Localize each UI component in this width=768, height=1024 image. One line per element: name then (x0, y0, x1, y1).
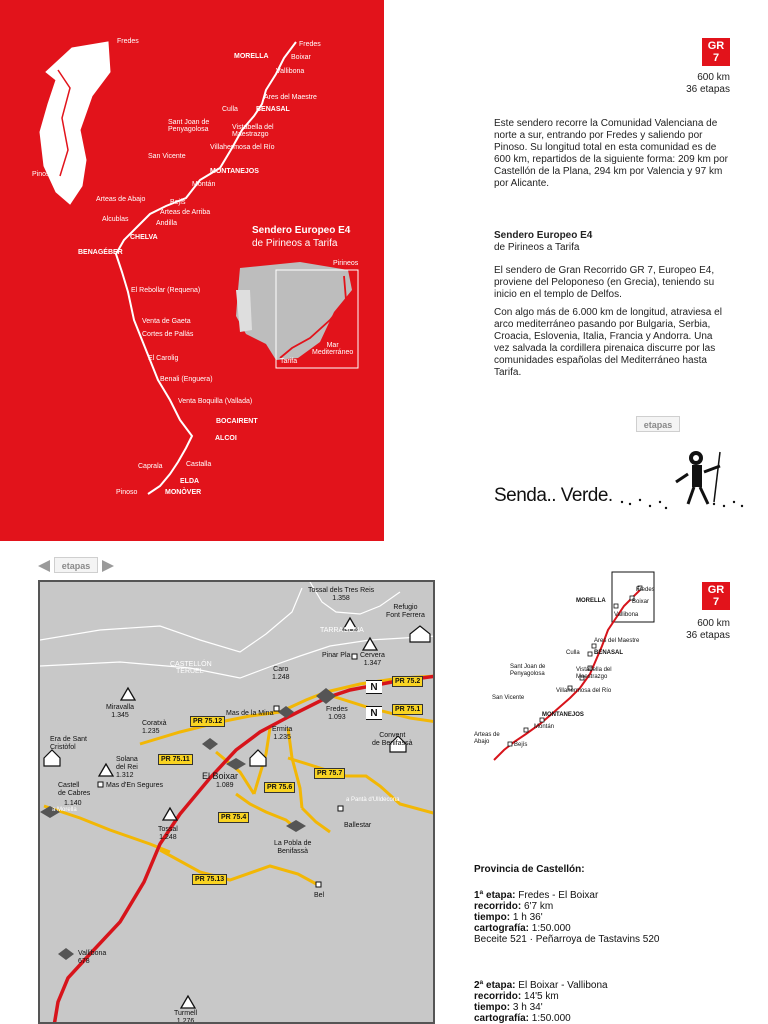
region-tarragona: TARRAGONA (320, 627, 364, 634)
gr-meta-bottom (650, 618, 730, 642)
stop-villahermosa: Villahermosa del Río (210, 144, 275, 151)
inset-pirineos: Pirineos (333, 260, 359, 267)
mini-arteas-abajo: Arteas de Abajo (474, 732, 500, 745)
intro-paragraph: Este sendero recorre la Comunidad Valenciana de norte a sur, entrando por Fredes y saliendo por Pinoso. Su longitud total en esta comunidad es de 600 km, repartidos de la siguiente forma: 209 km por Castellón de la Plana, 294 km por Valencia y 97 km por Alicante. (494, 118, 729, 189)
mini-ares: Ares del Maestre (594, 638, 640, 644)
town-fredes: Fredes 1.093 (326, 706, 348, 721)
place-mas-de-la-mina: Mas de la Mina (226, 710, 274, 717)
stop-pinoso: Pinoso (116, 489, 138, 496)
region-teruel: TERUEL (176, 668, 204, 675)
detail-map (38, 580, 435, 1024)
e4-paragraph-2: Con algo más de 6.000 km de longitud, atraviesa el arco mediterráneo pasando por Bulgaria, Serbia, Croacia, Eslovenia, Italia, Francia y Andorra. Una vez salvada la cordillera pirenaica discurre por las comunidades españolas del Mediterráneo hasta Tarifa. (494, 307, 722, 378)
stop-alcoi: ALCOI (215, 435, 237, 442)
region-fredes-label: Fredes (117, 38, 139, 45)
mini-culla: Culla (566, 650, 580, 656)
stop-caprala: Caprala (138, 463, 163, 470)
e4-map-subtitle: de Pirineos a Tarifa (252, 238, 338, 249)
province-title: Provincia de Castellón: (474, 864, 585, 875)
route-pr-75-2: PR 75.2 (392, 676, 423, 687)
peak-solana-rei: Solana del Rei (116, 756, 138, 771)
stage-1-block (474, 890, 660, 945)
stage-1-cartografia: cartografía: 1:50.000 (474, 923, 571, 934)
inset-tarifa: Tarifa (280, 358, 298, 365)
peak-tres-reis: Tossal dels Tres Reis 1.358 (308, 587, 375, 602)
stop-culla: Culla (222, 106, 238, 113)
overview-map-graphic (0, 0, 384, 541)
peak-solana-rei-alt: 1.312 (116, 772, 134, 779)
mini-sant-joan: Sant Joan de Penyagolosa (510, 664, 546, 677)
e4-paragraph-1: El sendero de Gran Recorrido GR 7, Europeo E4, proviene del Peloponeso (en Grecia), teniendo su inicio en el templo de Delfos. (494, 265, 715, 300)
gr-meta-top (650, 72, 730, 96)
stage-1-sheets: Beceite 521 · Peñarroya de Tastavins 520 (474, 934, 660, 945)
compass-n-2: N (366, 706, 382, 720)
peak-coratxa: Coratxà 1.235 (142, 720, 167, 735)
place-la-pobla: La Pobla de Benifassà (274, 840, 312, 855)
direction-morella: a Morella (52, 807, 77, 813)
next-arrow-icon[interactable] (102, 560, 114, 572)
stop-cortes-pallas: Cortes de Pallás (142, 331, 194, 338)
stop-fredes: Fredes (299, 41, 321, 48)
stage-2-title-row: 2ª etapa: El Boixar - Vallibona (474, 980, 608, 991)
peak-miravalla: Miravalla 1.345 (106, 704, 135, 719)
stage-2-tiempo: tiempo: 3 h 34' (474, 1002, 543, 1013)
route-pr-75-6: PR 75.6 (264, 782, 295, 793)
stage-1-title-row: 1ª etapa: Fredes - El Boixar (474, 890, 599, 901)
stop-morella: MORELLA (234, 53, 269, 60)
stop-venta-boquilla: Venta Boquilla (Vallada) (178, 398, 253, 405)
stage-1-tiempo: tiempo: 1 h 36' (474, 912, 543, 923)
stop-san-vicente: San Vicente (148, 153, 186, 160)
mini-boixar: Boixar (632, 599, 650, 605)
town-el-boixar: El Boixar (202, 771, 239, 781)
stage-2-cartografia: cartografía: 1:50.000 (474, 1013, 571, 1024)
stages-bottom: 36 etapas (686, 630, 730, 641)
e4-text (494, 265, 730, 385)
stop-montanejos: MONTANEJOS (210, 168, 259, 175)
town-el-boixar-alt: 1.089 (216, 782, 234, 789)
town-castell-cabres: Castell de Cabres (58, 782, 91, 797)
compass-n-1: N (366, 680, 382, 694)
stages-top: 36 etapas (686, 84, 730, 95)
town-vallibona: Vallibona 678 (78, 950, 107, 965)
stop-andilla: Andilla (156, 220, 178, 227)
stop-elda: ELDA (180, 478, 200, 485)
peak-cervera: Cervera 1.347 (360, 652, 385, 667)
mini-montan: Montán (534, 724, 555, 730)
e4-map-title: Sendero Europeo E4 (252, 225, 351, 236)
place-mas-en-segures: Mas d'En Segures (106, 782, 163, 789)
region-castellon: CASTELLÓN (170, 661, 212, 668)
mini-vallibona: Vallibona (614, 612, 639, 618)
stop-chelva: CHELVA (130, 234, 158, 241)
route-pr-75-4: PR 75.4 (218, 812, 249, 823)
peak-ermita: Ermita 1.235 (272, 726, 293, 741)
stop-benageber: BENAGÉBER (78, 249, 123, 256)
stop-bejis: Bejís (170, 199, 186, 206)
mini-montanejos: MONTANEJOS (542, 712, 584, 718)
stop-castalla: Castalla (186, 461, 212, 468)
stage-1-recorrido: recorrido: 6'7 km (474, 901, 554, 912)
mini-bejis: Bejís (514, 742, 528, 748)
distance-top: 600 km (697, 72, 730, 83)
gr-badge-top: GR 7 (702, 38, 730, 66)
e4-section-subtitle: de Pirineos a Tarifa (494, 242, 580, 253)
stop-sant-joan: Sant Joan de Penyagolosa (168, 119, 210, 133)
stop-boixar: Boixar (291, 54, 311, 61)
prev-arrow-icon[interactable] (38, 560, 50, 572)
etapas-button-top[interactable]: etapas (636, 416, 680, 432)
etapas-nav (38, 557, 114, 575)
stop-ares: Ares del Maestre (264, 94, 317, 101)
intro-text (494, 118, 730, 196)
stage-2-block (474, 980, 608, 1024)
place-convent-benifassa: Convent de Benifassà (372, 732, 413, 747)
stop-venta-gaeta: Venta de Gaeta (142, 318, 191, 325)
direction-panta-ulldecona: a Pantà d'Ulldecona (346, 797, 400, 803)
stop-benali: Benali (Enguera) (160, 376, 213, 383)
mini-vistabella: Vistabella del Maestrazgo (576, 667, 612, 680)
refugio-font-ferrera: Refugio Font Ferrera (386, 604, 425, 619)
route-pr-75-11: PR 75.11 (158, 754, 193, 765)
route-pr-75-7: PR 75.7 (314, 768, 345, 779)
stop-arteas-abajo: Arteas de Abajo (96, 196, 146, 203)
e4-section-title: Sendero Europeo E4 (494, 230, 593, 241)
route-pr-75-1: PR 75.1 (392, 704, 423, 715)
stop-vallibona: Vallibona (276, 68, 305, 75)
mini-san-vicente: San Vicente (492, 695, 525, 701)
stop-montan: Montán (192, 181, 216, 188)
stage-2-recorrido: recorrido: 14'5 km (474, 991, 559, 1002)
inset-mar: Mar Mediterráneo (312, 342, 354, 356)
mini-villahermosa: Villahermosa del Río (556, 688, 612, 694)
senda-verde-logo: Senda.. Verde. (494, 485, 613, 506)
mini-benasal: BENASAL (594, 650, 624, 656)
mini-fredes: Fredes (636, 587, 655, 593)
place-bel: Bel (314, 892, 325, 899)
town-castell-cabres-alt: 1.140 (64, 800, 82, 807)
distance-bottom: 600 km (697, 618, 730, 629)
stop-bocairent: BOCAIRENT (216, 418, 258, 425)
stop-monover: MONÒVER (165, 489, 202, 496)
stop-el-rebollar: El Rebollar (Requena) (131, 287, 201, 294)
place-era-sant-cristofol: Era de Sant Cristòfol (50, 736, 87, 751)
place-ballestar: Ballestar (344, 822, 372, 829)
peak-turmell: Turmell 1.276 (174, 1010, 198, 1024)
stop-vistabella: Vistabella del Maestrazgo (232, 124, 274, 138)
route-pr-75-12: PR 75.12 (190, 716, 225, 727)
overview-map-panel (0, 0, 384, 541)
region-pinoso-label: Pinoso (32, 171, 54, 178)
stop-alcublas: Alcublas (102, 216, 129, 223)
peak-tossal: Tossal 1.248 (158, 826, 178, 841)
peak-caro: Caro 1.248 (272, 666, 290, 681)
stop-arteas-arriba: Arteas de Arriba (160, 209, 211, 216)
place-pinar-pla: Pinar Pla (322, 652, 351, 659)
hiker-icon (668, 446, 732, 506)
route-pr-75-13: PR 75.13 (192, 874, 227, 885)
etapas-button-map[interactable]: etapas (54, 557, 98, 573)
gr-badge-bottom: GR 7 (702, 582, 730, 610)
stop-benasal: BENASAL (256, 106, 290, 113)
mini-morella: MORELLA (576, 598, 606, 604)
stop-el-carolig: El Carolig (148, 355, 179, 362)
